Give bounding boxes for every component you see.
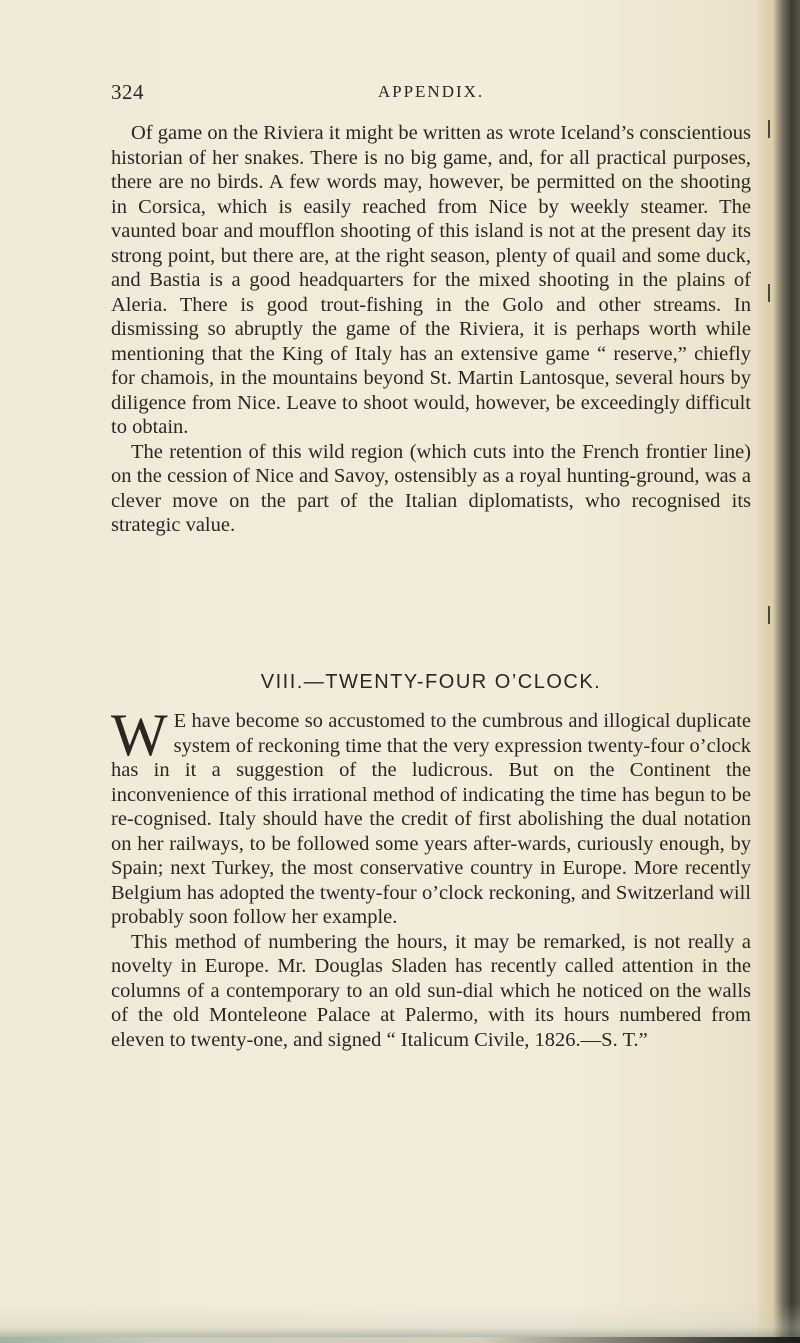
- gutter-mark: [768, 606, 770, 624]
- gutter-mark: [768, 120, 770, 138]
- appendix-text: [111, 121, 751, 538]
- page-header: [111, 80, 751, 112]
- paragraph-retention: The retention of this wild region (which cuts into the French frontier line) on the cession of Nice and Savoy, ostensibly as a royal hunting-ground, was a clever move on the part of the Italian diplomatists, who recognised its strategic value.: [111, 440, 751, 536]
- paragraph-twenty-four-oclock: [111, 702, 751, 930]
- paragraph-twenty-four-oclock-text: E have become so accustomed to the cumbrous and illogical duplicate system of reckoning time that the very expression twenty-four o’clock has in it a suggestion of the ludicrous. But on the Continent the inconvenience of this irrational method of indicating the time has begun to be re-cognised. Italy should have the credit of first abolishing the dual notation on her railways, to be followed some years after-wards, curiously enough, by Spain; next Turkey, the most conservative country in Europe. More recently Belgium has adopted the twenty-four o’clock reckoning, and Switzerland will probably soon follow her example.: [111, 710, 751, 928]
- gutter-mark: [768, 284, 770, 302]
- section-heading: VIII.—TWENTY-FOUR O’CLOCK.: [260, 671, 602, 693]
- paragraph-game-riviera: Of game on the Riviera it might be written as wrote Iceland’s conscientious historian of her snakes. There is no big game, and, for all practical purposes, there are no birds. A few words may, however, be permitted on the shooting in Corsica, which is easily reached from Nice by weekly steamer. The vaunted boar and moufflon shooting of this island is not at the present day its strong point, but there are, at the right season, plenty of quail and some duck, and Bastia is a good headquarters for the mixed shooting in the plains of Aleria. There is good trout-fishing in the Golo and other streams. In dismissing so abruptly the game of the Riviera, it is perhaps worth while mentioning that the King of Italy has an extensive game “ reserve,” chiefly for chamois, in the mountains beyond St. Martin Lantosque, several hours by diligence from Nice. Leave to shoot would, however, be exceedingly difficult to obtain.: [111, 122, 751, 438]
- page-number: 324: [111, 80, 144, 104]
- running-head: APPENDIX.: [377, 82, 485, 101]
- book-gutter: [758, 0, 800, 1343]
- drop-cap: W: [111, 702, 168, 768]
- section-text: [111, 702, 751, 1052]
- page-bottom-edge: [0, 1337, 800, 1343]
- paragraph-numbering-hours: This method of numbering the hours, it may be remarked, is not really a novelty in Europe. Mr. Douglas Sladen has recently called attention in the columns of a contemporary to an old sun-dial which he noticed on the walls of the old Monteleone Palace at Palermo, with its hours numbered from eleven to twenty-one, and signed “ Italicum Civile, 1826.—S. T.”: [111, 930, 751, 1051]
